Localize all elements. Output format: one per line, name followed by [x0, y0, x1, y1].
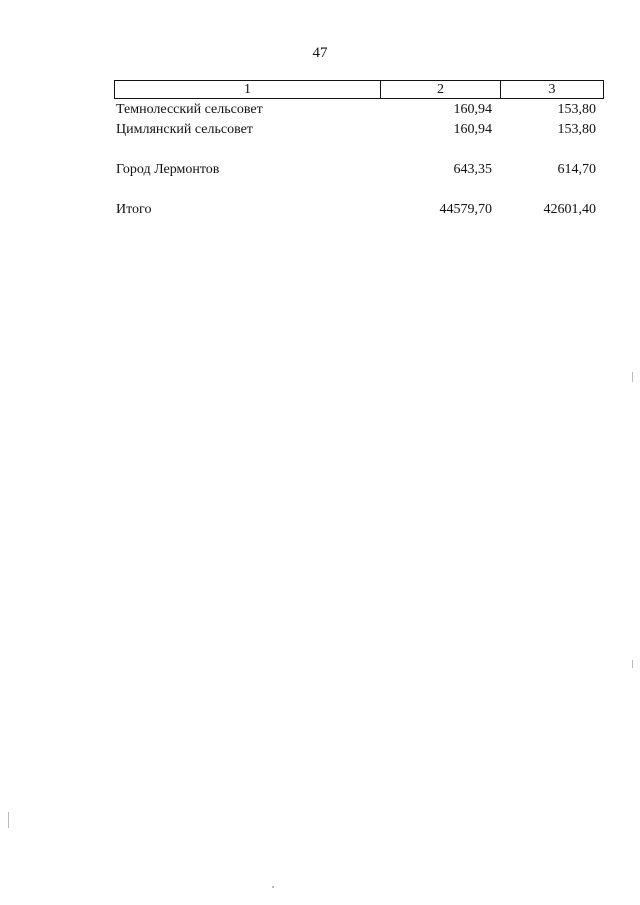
scan-artifact — [632, 372, 633, 382]
row-value-col-3: 614,70 — [557, 162, 596, 177]
row-name: Цимлянский сельсовет — [116, 122, 253, 137]
row-name — [116, 180, 366, 200]
table-row-total — [116, 200, 596, 220]
row-value-col-2: 643,35 — [453, 162, 492, 177]
table-header — [114, 80, 604, 99]
table-row-spacer — [116, 140, 596, 160]
table-body — [116, 100, 596, 220]
header-col-1: 1 — [115, 81, 381, 98]
scan-artifact — [632, 660, 633, 668]
row-value-col-2 — [366, 140, 492, 160]
header-col-2: 2 — [381, 81, 501, 98]
table-row — [116, 120, 596, 140]
scan-artifact — [8, 812, 9, 828]
row-value-col-3: 153,80 — [557, 122, 596, 137]
page-number: 47 — [312, 45, 328, 61]
row-value-col-2 — [366, 180, 492, 200]
row-value-col-3: 153,80 — [557, 102, 596, 117]
row-name: Город Лермонтов — [116, 162, 220, 177]
row-value-col-2: 160,94 — [453, 102, 492, 117]
row-name — [116, 140, 366, 160]
row-name: Итого — [116, 202, 152, 217]
row-name: Темнолесский сельсовет — [116, 102, 263, 117]
row-value-col-3 — [492, 140, 596, 160]
row-value-col-3: 42601,40 — [543, 202, 596, 217]
header-col-3: 3 — [548, 82, 556, 97]
table-row — [116, 100, 596, 120]
row-value-col-2: 160,94 — [453, 122, 492, 137]
table-row — [116, 160, 596, 180]
scan-artifact — [272, 886, 274, 888]
row-value-col-2: 44579,70 — [439, 202, 492, 217]
table-row-spacer — [116, 180, 596, 200]
row-value-col-3 — [492, 180, 596, 200]
